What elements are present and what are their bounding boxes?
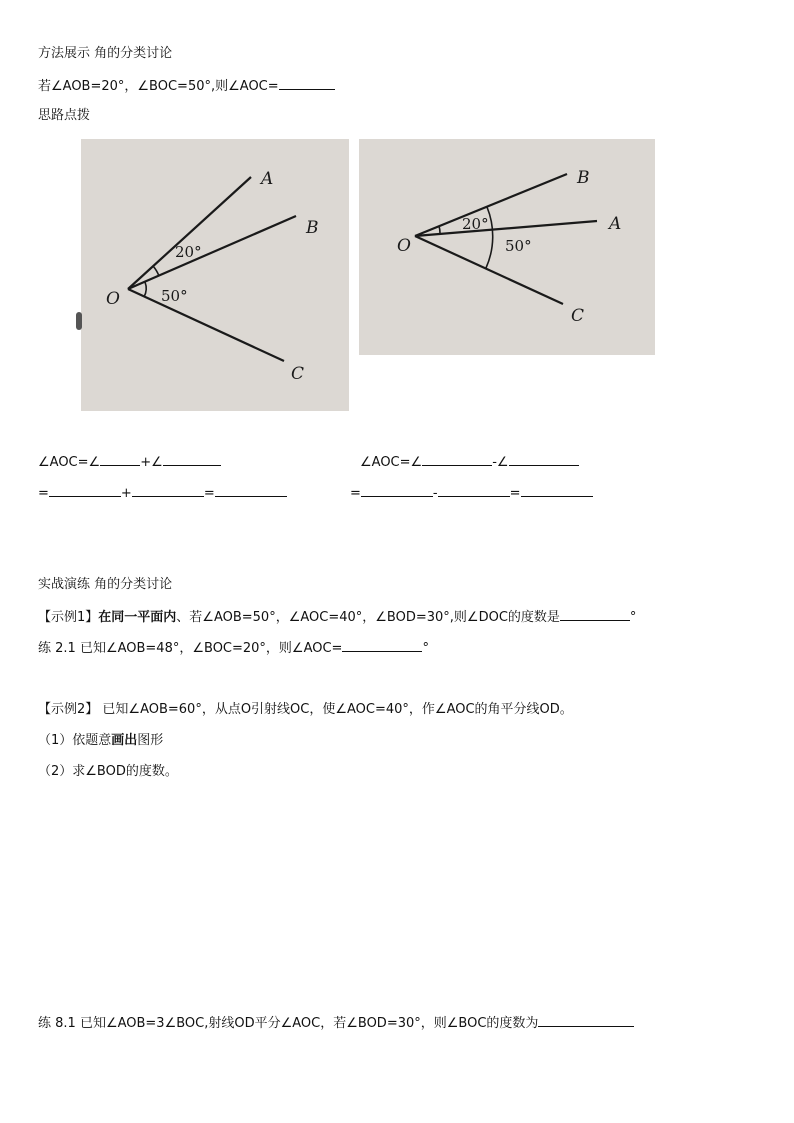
formula-right-line1: ∠AOC=∠ -∠ <box>360 452 579 472</box>
angle-label-50: 50° <box>161 287 188 305</box>
formula-left-line2: = + = <box>38 483 287 503</box>
ray-oc <box>415 236 563 304</box>
arc-aob <box>153 266 159 276</box>
label-c: C <box>291 364 305 384</box>
label-c: C <box>571 306 585 326</box>
example-2: 【示例2】 已知∠AOB=60°，从点O引射线OC，使∠AOC=40°，作∠AOC的角平分线OD。 <box>38 702 573 717</box>
ray-ob <box>415 174 567 236</box>
arc-aob <box>439 226 440 233</box>
answer-blank[interactable] <box>342 638 422 652</box>
answer-blank[interactable] <box>132 483 204 497</box>
label-a: A <box>261 169 274 189</box>
answer-blank[interactable] <box>538 1013 634 1027</box>
label-b: B <box>577 168 590 188</box>
answer-blank[interactable] <box>49 483 121 497</box>
formula-right-line2: = - = <box>350 483 593 503</box>
formula-left-line1: ∠AOC=∠ +∠ <box>38 452 221 472</box>
angle-label-20: 20° <box>462 215 489 233</box>
angle-label-50: 50° <box>505 237 532 255</box>
section-title-practice: 实战演练 角的分类讨论 <box>38 577 173 592</box>
ray-oa <box>128 177 251 289</box>
example-1: 【示例1】在同一平面内、若∠AOB=50°，∠AOC=40°，∠BOD=30°,则∠DOC的度数是 ° <box>38 607 636 627</box>
answer-blank[interactable] <box>279 76 335 90</box>
ray-oa <box>415 221 597 236</box>
photo-edge-mark <box>76 312 82 330</box>
answer-blank[interactable] <box>521 483 593 497</box>
label-a: A <box>609 214 622 234</box>
arc-boc <box>144 282 146 297</box>
answer-blank[interactable] <box>509 452 579 466</box>
problem-aoc: 若∠AOB=20°，∠BOC=50°,则∠AOC= <box>38 76 335 96</box>
answer-blank[interactable] <box>361 483 433 497</box>
label-o: O <box>106 289 120 309</box>
ray-ob <box>128 216 296 289</box>
ray-oc <box>128 289 284 361</box>
answer-blank[interactable] <box>438 483 510 497</box>
figure-left-photo <box>81 139 349 411</box>
example-2-question-2: （2）求∠BOD的度数。 <box>38 764 178 779</box>
answer-blank[interactable] <box>100 452 140 466</box>
section-title-method: 方法展示 角的分类讨论 <box>38 46 173 61</box>
angle-label-20: 20° <box>175 243 202 261</box>
figure-right-photo <box>359 139 655 355</box>
practice-8-1: 练 8.1 已知∠AOB=3∠BOC,射线OD平分∠AOC，若∠BOD=30°，则∠BOC的度数为 <box>38 1013 634 1033</box>
practice-2-1: 练 2.1 已知∠AOB=48°，∠BOC=20°，则∠AOC= ° <box>38 638 429 658</box>
answer-blank[interactable] <box>163 452 221 466</box>
label-o: O <box>397 236 411 256</box>
answer-blank[interactable] <box>560 607 630 621</box>
answer-blank[interactable] <box>422 452 492 466</box>
hint-label: 思路点拨 <box>38 108 91 123</box>
figure-left-diagram <box>81 139 349 411</box>
label-b: B <box>306 218 319 238</box>
example-2-question-1: （1）依题意画出图形 <box>38 733 164 748</box>
answer-blank[interactable] <box>215 483 287 497</box>
figure-right-diagram <box>359 139 655 355</box>
